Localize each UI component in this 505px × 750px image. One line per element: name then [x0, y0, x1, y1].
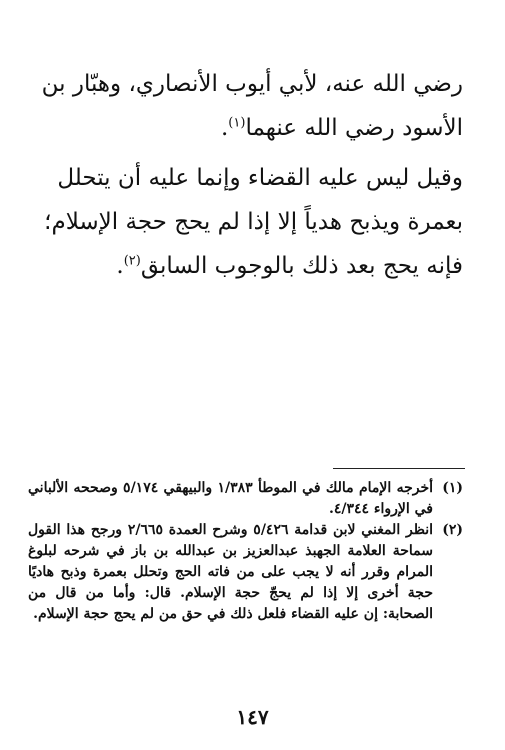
paragraph-1-tail: .	[220, 115, 229, 141]
footnote-2	[28, 520, 463, 625]
page-number: ١٤٧	[236, 705, 269, 729]
footnotes	[28, 478, 463, 625]
paragraph-2	[28, 156, 463, 288]
footnote-2-text: انظر المغني لابن قدامة ٥/٤٢٦ وشرح العمدة ٢/٦٦٥ ورجح هذا القول سماحة العلامة الجهبذ عبدالعزيز بن عبدالله بن باز في شرحه لبلوغ المرام وقرر أنه لا يجب على من فاته الحج وتحلل بعمرة وذبح هاديًا حجة أخرى إلا إذا لم يحجّ حجة الإسلام. قال: وأما من قال من الصحابة: إن عليه القضاء فلعل ذلك في حق من لم يحج حجة الإسلام.	[28, 522, 433, 622]
main-text	[28, 62, 463, 288]
paragraph-2-text: وقيل ليس عليه القضاء وإنما عليه أن يتحلل بعمرة ويذبح هدياً إلا إذا لم يحج حجة الإسلام؛ فإنه يحج بعد ذلك بالوجوب السابق	[44, 165, 463, 279]
footnote-1-text: أخرجه الإمام مالك في الموطأ ١/٣٨٣ والبيهقي ٥/١٧٤ وصححه الألباني في الإرواء ٤/٣٤٤.	[28, 480, 433, 517]
footnote-2-number: (٢)	[442, 522, 463, 538]
footnote-1-number: (١)	[442, 480, 463, 496]
footnote-ref-1: (١)	[228, 115, 246, 131]
paragraph-1-text: رضي الله عنه، لأبي أيوب الأنصاري، وهبّار بن الأسود رضي الله عنهما	[41, 71, 463, 141]
paragraph-2-tail: .	[116, 253, 124, 279]
footnote-ref-2: (٢)	[123, 253, 141, 269]
paragraph-1	[28, 62, 463, 150]
footnote-separator	[333, 468, 465, 469]
footnote-1	[28, 478, 463, 520]
